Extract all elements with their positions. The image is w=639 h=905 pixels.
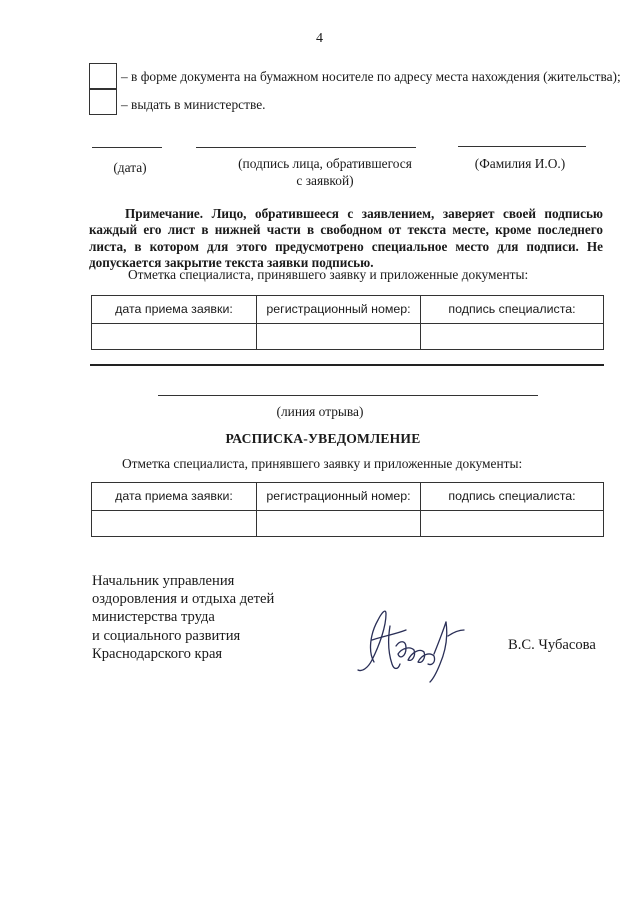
receipt-cell-date-received[interactable] — [92, 511, 257, 537]
signatory-position-line: оздоровления и отдыха детей — [92, 591, 275, 608]
signatory-position — [92, 572, 274, 663]
receipt-header-registration-number: регистрационный номер: — [257, 483, 421, 511]
receipt-heading: РАСПИСКА-УВЕДОМЛЕНИЕ — [225, 431, 421, 446]
page-number: 4 — [316, 31, 323, 46]
specialist-mark-label: Отметка специалиста, принявшего заявку и приложенные документы: — [128, 267, 529, 282]
receipt-specialist-mark-label: Отметка специалиста, принявшего заявку и приложенные документы: — [122, 456, 523, 471]
cell-date-received[interactable] — [92, 324, 257, 350]
date-signature-line — [92, 147, 162, 148]
signatory-position-line: министерства труда — [92, 609, 215, 626]
tear-line — [158, 395, 538, 396]
receipt-cell-registration-number[interactable] — [257, 511, 421, 537]
applicant-signature-line — [196, 147, 416, 148]
header-date-received: дата приема заявки: — [92, 296, 257, 324]
header-specialist-signature: подпись специалиста: — [421, 296, 604, 324]
signatory-position-line: и социального развития — [92, 627, 241, 644]
cell-registration-number[interactable] — [257, 324, 421, 350]
applicant-signature-caption-line2: с заявкой) — [296, 173, 354, 188]
ministry-pickup-option-label: – выдать в министерстве. — [121, 97, 266, 112]
signatory-position-line: Краснодарского края — [92, 645, 223, 662]
ministry-pickup-checkbox[interactable] — [89, 89, 117, 115]
receipt-header-date-received: дата приема заявки: — [92, 483, 257, 511]
receipt-table — [91, 482, 604, 537]
paper-delivery-checkbox[interactable] — [89, 63, 117, 89]
specialist-table — [91, 295, 604, 350]
receipt-header-specialist-signature: подпись специалиста: — [421, 483, 604, 511]
name-caption: (Фамилия И.О.) — [474, 156, 566, 171]
tear-line-caption: (линия отрыва) — [276, 404, 364, 419]
paper-delivery-option-label: – в форме документа на бумажном носителе по адресу места нахождения (жительства); — [121, 69, 621, 84]
receipt-cell-specialist-signature[interactable] — [421, 511, 604, 537]
name-signature-line — [458, 146, 586, 147]
header-registration-number: регистрационный номер: — [257, 296, 421, 324]
handwritten-signature — [350, 600, 470, 685]
signatory-position-line: Начальник управления — [92, 573, 235, 589]
applicant-signature-caption-line1: (подпись лица, обратившегося — [238, 156, 412, 171]
note-paragraph: Примечание. Лицо, обратившееся с заявлением, заверяет своей подписью каждый его лист в нижней части в свободном от текста месте, кроме последнего листа, в котором для этого предусмотрено специальное место для подписи. Не допускается закрытие текста заявки подписью. — [89, 206, 603, 270]
date-caption: (дата) — [113, 160, 147, 175]
signatory-name: В.С. Чубасова — [508, 637, 596, 653]
cell-specialist-signature[interactable] — [421, 324, 604, 350]
separator-rule — [90, 364, 604, 366]
